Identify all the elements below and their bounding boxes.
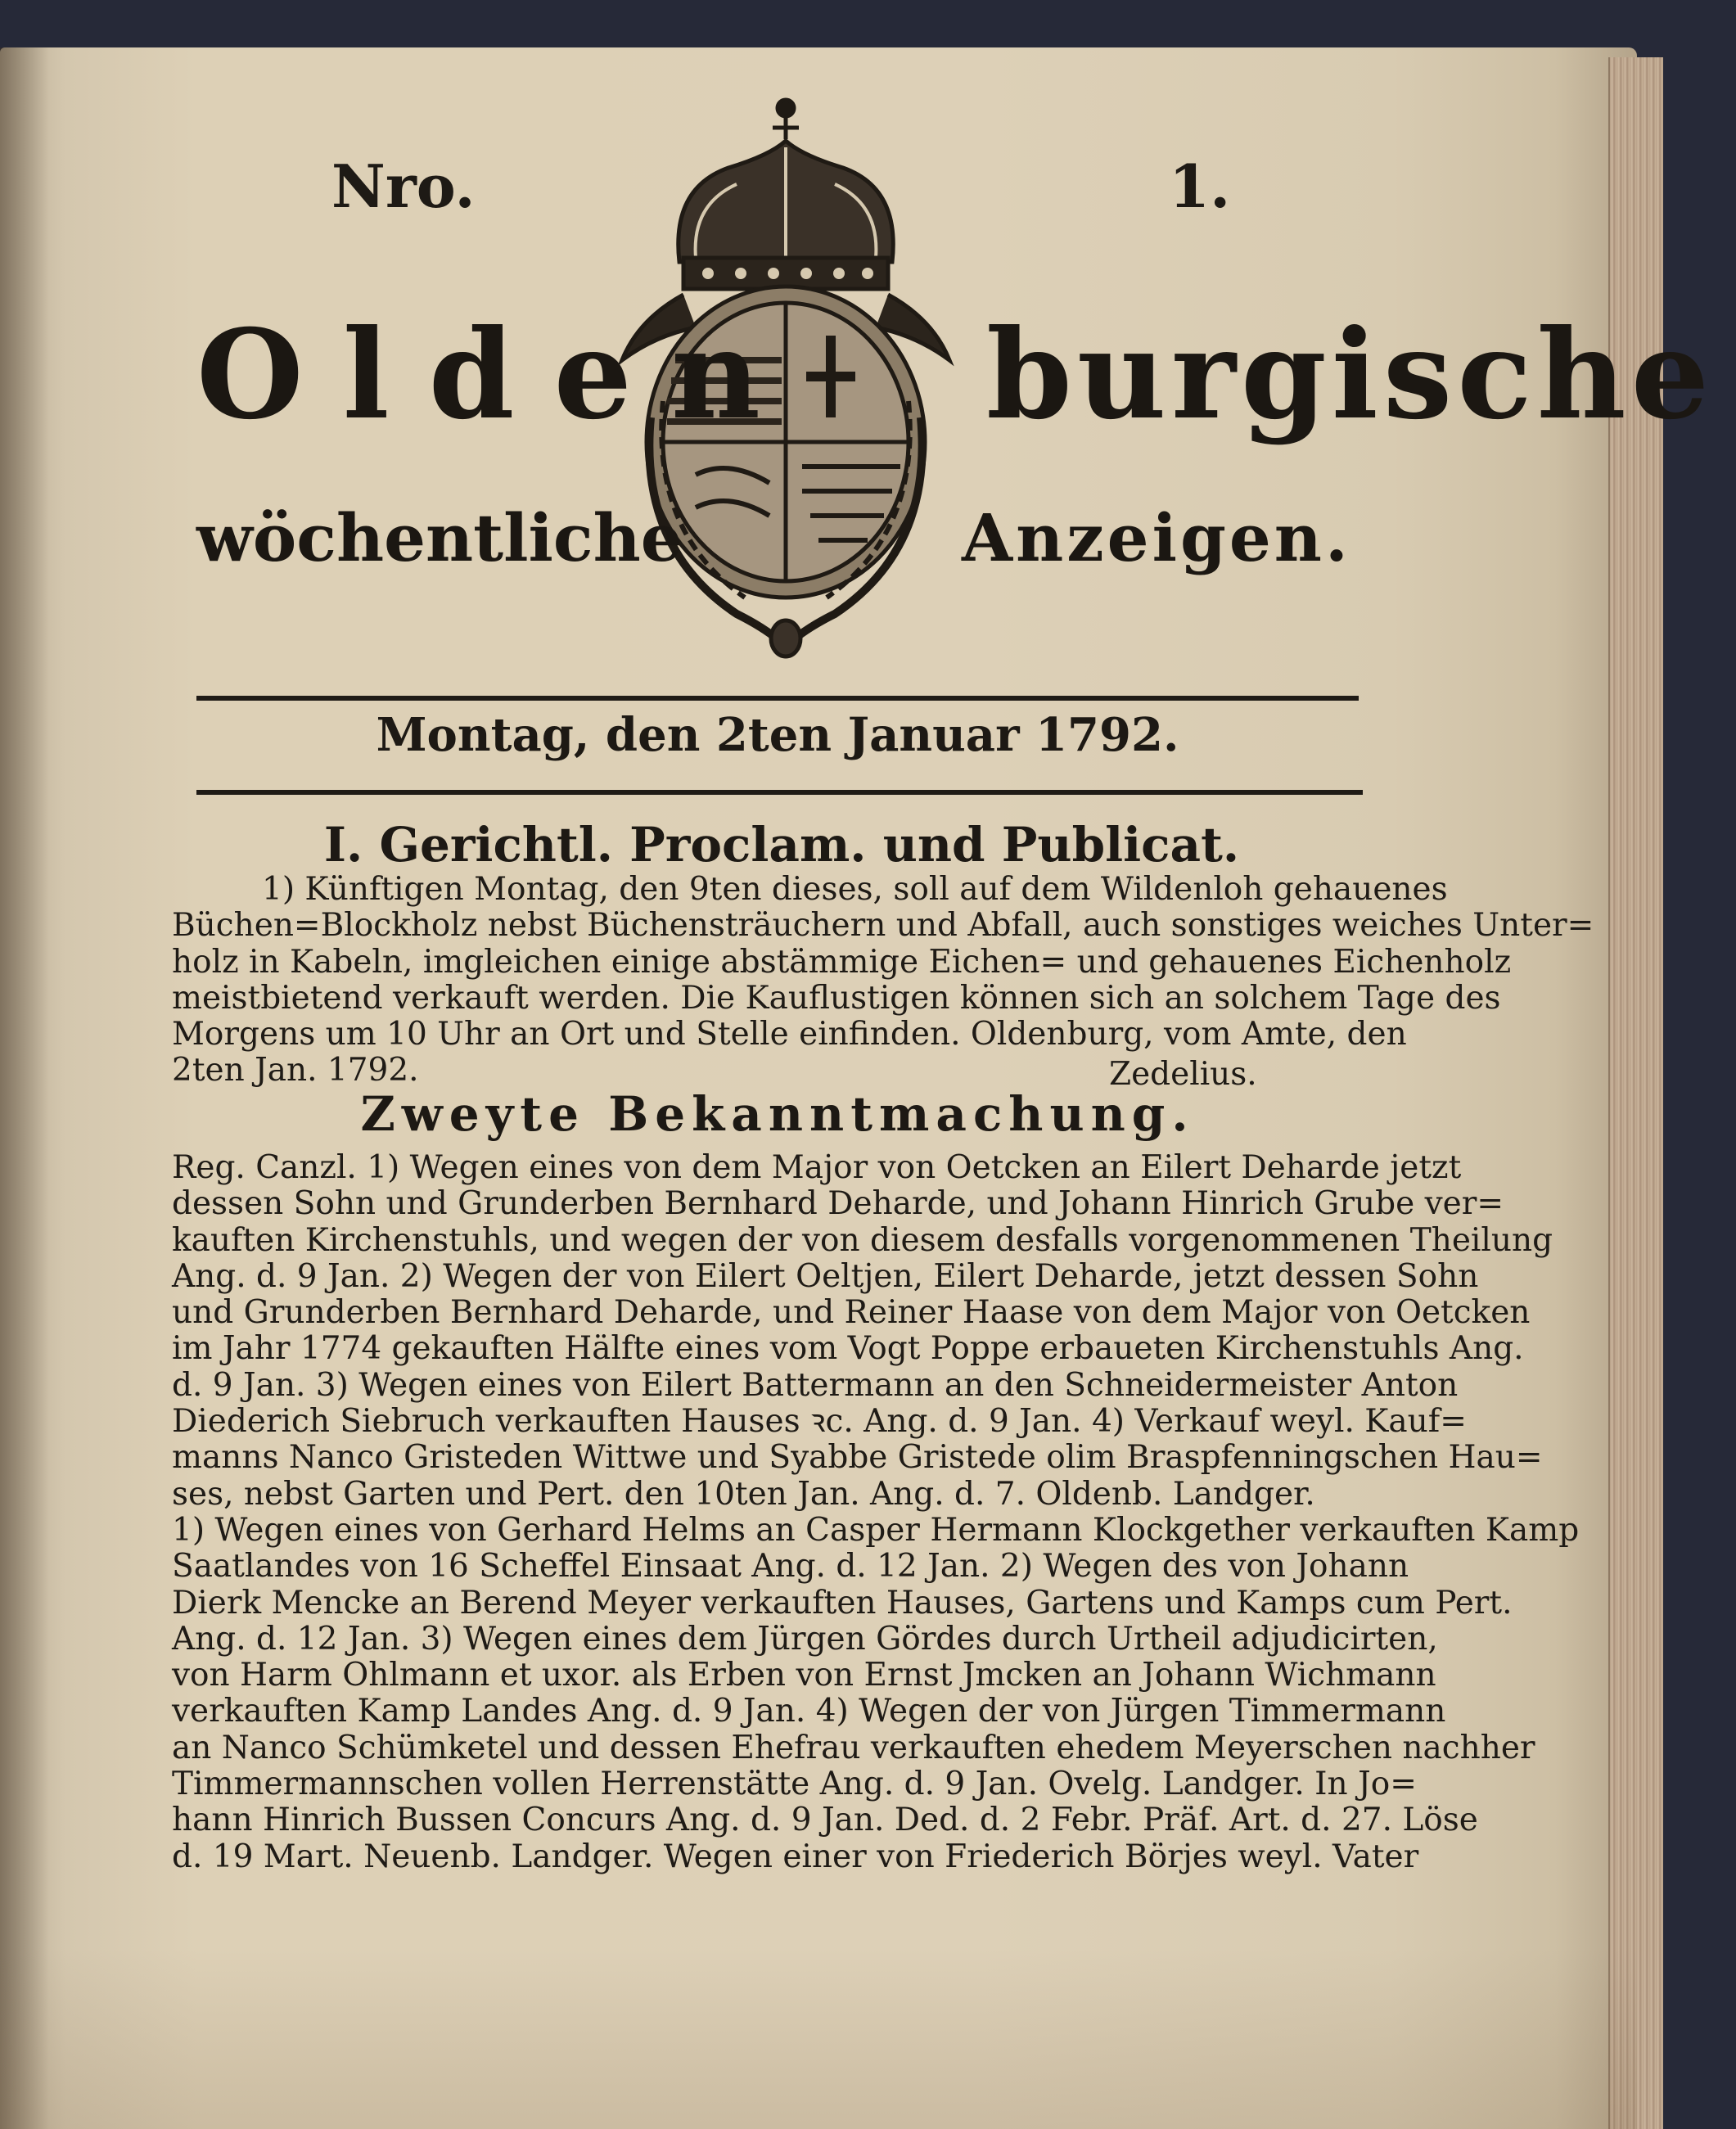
- notice-2-body: [172, 1149, 1580, 1875]
- notice-1-line: 2ten Jan. 1792.: [172, 1052, 419, 1089]
- notice-2-line: d. 19 Mart. Neuenb. Landger. Wegen einer von Friederich Börjes weyl. Vater: [172, 1838, 1419, 1875]
- masthead-rule-top: [196, 696, 1359, 701]
- notice-2-line: dessen Sohn und Grunderben Bernhard Deharde, und Johann Hinrich Grube ver=: [172, 1185, 1504, 1223]
- notice-2-line: Dierk Mencke an Berend Meyer verkauften Hauses, Gartens und Kamps cum Pert.: [172, 1584, 1513, 1622]
- notice-1-line: holz in Kabeln, imgleichen einige abstämmige Eichen= und gehauenes Eichenholz: [172, 943, 1512, 981]
- masthead-subtitle-left: wöchentliche: [196, 499, 683, 576]
- notice-2-line: d. 9 Jan. 3) Wegen eines von Eilert Battermann an den Schneidermeister Anton: [172, 1366, 1459, 1404]
- notice-2-line: an Nanco Schümketel und dessen Ehefrau verkauften ehedem Meyerschen nachher: [172, 1729, 1535, 1766]
- issue-dateline: Montag, den 2ten Januar 1792.: [376, 708, 1179, 762]
- masthead-title-right: burgische: [986, 303, 1715, 447]
- notice-2-line: und Grunderben Bernhard Deharde, und Reiner Haase von dem Major von Oetcken: [172, 1294, 1531, 1332]
- notice-1-line: Morgens um 10 Uhr an Ort und Stelle einfinden. Oldenburg, vom Amte, den: [172, 1016, 1407, 1053]
- notice-1-line: meistbietend verkauft werden. Die Kauflustigen können sich an solchem Tage des: [172, 979, 1501, 1017]
- notice-2-line: 1) Wegen eines von Gerhard Helms an Casper Hermann Klockgether verkauften Kamp: [172, 1511, 1580, 1549]
- masthead-subtitle-right: Anzeigen.: [962, 499, 1351, 576]
- issue-number-value: 1.: [1169, 151, 1231, 221]
- notice-2-line: im Jahr 1774 gekauften Hälfte eines vom Vogt Poppe erbaueten Kirchenstuhls Ang.: [172, 1330, 1524, 1368]
- notice-2-line: Ang. d. 9 Jan. 2) Wegen der von Eilert Oeltjen, Eilert Deharde, jetzt dessen Sohn: [172, 1257, 1479, 1295]
- notice-1-line: 1) Künftigen Montag, den 9ten dieses, soll auf dem Wildenloh gehauenes: [262, 871, 1448, 908]
- subheading: Zweyte Bekanntmachung.: [360, 1086, 1195, 1142]
- notice-2-line: verkauften Kamp Landes Ang. d. 9 Jan. 4) Wegen der von Jürgen Timmermann: [172, 1693, 1446, 1730]
- notice-2-line: hann Hinrich Bussen Concurs Ang. d. 9 Jan. Ded. d. 2 Febr. Präf. Art. d. 27. Löse: [172, 1802, 1478, 1839]
- notice-2-line: Ang. d. 12 Jan. 3) Wegen eines dem Jürgen Gördes durch Urtheil adjudicirten,: [172, 1620, 1438, 1658]
- notice-1-signature: Zedelius.: [1109, 1056, 1257, 1093]
- page-bottom-wear: [0, 1948, 1637, 2129]
- notice-2-line: ses, nebst Garten und Pert. den 10ten Jan. Ang. d. 7. Oldenb. Landger.: [172, 1475, 1315, 1513]
- masthead-rule-bottom: [196, 790, 1363, 795]
- notice-2-line: Diederich Siebruch verkauften Hauses ꝛc. Ang. d. 9 Jan. 4) Verkauf weyl. Kauf=: [172, 1403, 1467, 1441]
- masthead-title-left: Olden: [196, 303, 800, 447]
- notice-1-line: Büchen=Blockholz nebst Büchensträuchern und Abfall, auch sonstiges weiches Unter=: [172, 907, 1594, 945]
- section-heading: I. Gerichtl. Proclam. und Publicat.: [323, 817, 1240, 873]
- notice-2-line: Saatlandes von 16 Scheffel Einsaat Ang. d. 12 Jan. 2) Wegen des von Johann: [172, 1548, 1409, 1585]
- issue-number-label: Nro.: [331, 151, 476, 221]
- notice-2-line: von Harm Ohlmann et uxor. als Erben von Ernst Jmcken an Johann Wichmann: [172, 1657, 1436, 1694]
- notice-2-line: Reg. Canzl. 1) Wegen eines von dem Major von Oetcken an Eilert Deharde jetzt: [172, 1149, 1462, 1186]
- notice-2-line: manns Nanco Gristeden Wittwe und Syabbe Gristede olim Braspfenningschen Hau=: [172, 1439, 1543, 1477]
- notice-2-line: Timmermannschen vollen Herrenstätte Ang. d. 9 Jan. Ovelg. Landger. In Jo=: [172, 1766, 1417, 1803]
- notice-2-line: kauften Kirchenstuhls, und wegen der von diesem desfalls vorgenommenen Theilung: [172, 1221, 1553, 1259]
